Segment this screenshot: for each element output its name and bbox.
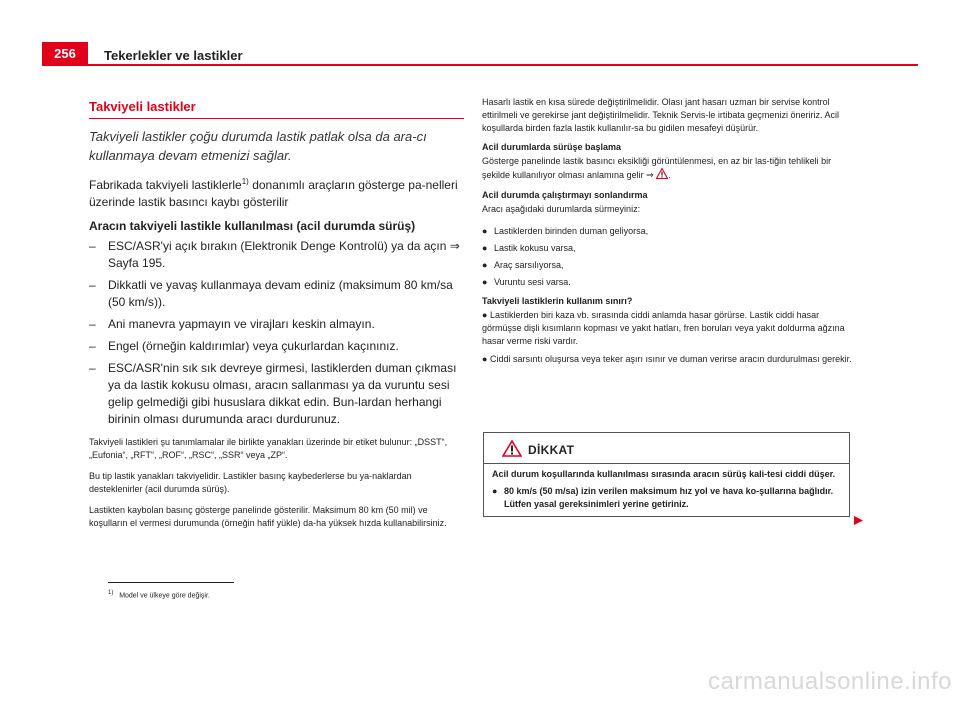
body-text: Lastiklerden biri kaza vb. sırasında ciddi anlamda hasar görürse. Lastik ciddi hasar görmüşse dişli kısımların kopması ve yakıt hatları, fren boruları veya yakıt doldurma ağzına hasar verme riski vardır. [482,310,845,346]
intro-text-cont: donanımlı araçların gösterge pa-nelleri üzerinde lastik basıncı kaybı gösterilir [89,178,458,209]
bullet-mark: ● [492,486,498,496]
warning-title: DİKKAT [528,443,575,457]
step-text: ESC/ASR'yi açık bırakın (Elektronik Denge Kontrolü) ya da açın ⇒ Sayfa 195. [108,239,460,270]
list-item [482,242,852,255]
procedure-heading: Aracın takviyeli lastikle kullanılması (acil durumda sürüş) [89,219,416,233]
body-paragraph [482,353,852,366]
page-number: 256 [42,42,88,66]
body-text: Gösterge panelinde lastik basıncı eksikliği görüntülenmesi, en az bir las-tiğin tehlikeli bir şekilde kullanılıyor olması anlamına gelir ⇒ [482,156,832,180]
intro-text: Fabrikada takviyeli lastiklerle [89,178,242,192]
right-column [482,96,852,366]
dash-mark: – [89,239,96,253]
watermark: carmanualsonline.info [708,668,952,695]
warning-header [484,433,849,464]
header-divider [88,64,918,66]
bullet-mark: ● [482,354,488,364]
note-paragraph: Lastikten kaybolan basınç gösterge panelinde gösterilir. Maksimum 80 km (50 mil) ve koşulların el vermesi durumunda (örneğin hafif yükle) da-ha yüksek hızda kullanabilirsiniz. [89,505,447,528]
step-item [89,238,464,272]
note-paragraph: Bu tip lastik yanakları takviyelidir. Lastikler basınç kaybederlerse bu ya-naklardan desteklenirler (acil durumda sürüş). [89,471,412,494]
subheading: Acil durumda çalıştırmayı sonlandırma [482,190,648,200]
list-text: Lastik kokusu varsa, [494,243,576,253]
step-text: Ani manevra yapmayın ve virajları keskin almayın. [108,317,375,331]
continue-arrow-icon [854,512,863,530]
lead-text: Takviyeli lastikler çoğu durumda lastik patlak olsa da ara-cı kullanmaya devam etmenizi sağlar. [89,129,427,163]
bullet-mark: ● [482,277,488,287]
bullet-mark: ● [482,243,488,253]
body-paragraph: Hasarlı lastik en kısa sürede değiştirilmelidir. Olası jant hasarı uzman bir servise kontrol ettirilmeli ve gerekirse jant değiştirilmelidir. Teknik Servis-le irtibata geçmenizi öneririz. Acil koşullarda birden fazla lastik kullanılır-sa bu gidilen mesafeyi düşürür. [482,97,839,133]
step-text: ESC/ASR'nin sık sık devreye girmesi, lastiklerden duman çıkması ya da lastik kokusu olması, aracın sallanması ya da vuruntu sesi gelip gelmediği gibi hususlara dikkat edin. Bun-lardan herhangi birinin olması durumunda aracı durdurunuz. [108,361,457,426]
list-item [482,259,852,272]
bullet-mark: ● [482,310,488,320]
dash-mark: – [89,317,96,331]
warning-list-item [492,485,841,511]
bullet-mark: ● [482,226,488,236]
warning-triangle-icon[interactable] [656,168,668,183]
footnote-ref[interactable]: 1) [241,177,249,186]
body-paragraph [482,309,852,348]
section-title: Takviyeli lastikler [89,99,464,119]
dash-mark: – [89,361,96,375]
list-text: Lastiklerden birinden duman geliyorsa, [494,226,649,236]
note-paragraph: Takviyeli lastikleri şu tanımlamalar ile birlikte yanakları üzerinde bir etiket bulunur: „DSST“, „Eufonia“, „RFT“, „ROF“, „RSC“, „SSR“ veya „ZP“. [89,437,448,460]
warning-box [483,432,850,517]
body-paragraph: Aracı aşağıdaki durumlarda sürmeyiniz: [482,204,641,214]
list-item [482,225,852,238]
left-column [89,96,464,530]
list-text: Araç sarsılıyorsa, [494,260,564,270]
warning-body [484,464,849,516]
warning-list-text: 80 km/s (50 m/sa) izin verilen maksimum hız yol ve hava ko-şullarına bağlıdır. Lütfen yasal gereksinimleri yerine getiriniz. [504,486,834,509]
step-item [89,316,464,333]
subheading: Acil durumlarda sürüşe başlama [482,142,622,152]
list-text: Vuruntu sesi varsa. [494,277,571,287]
dash-mark: – [89,339,96,353]
chapter-title: Tekerlekler ve lastikler [104,48,243,63]
list-item [482,276,852,289]
step-text: Engel (örneğin kaldırımlar) veya çukurlardan kaçınınız. [108,339,399,353]
body-text: Ciddi sarsıntı oluşursa veya teker aşırı ısınır ve duman verirse aracın durdurulması gerekir. [489,354,852,364]
subheading: Takviyeli lastiklerin kullanım sınırı? [482,296,633,306]
step-item [89,277,464,311]
bullet-mark: ● [482,260,488,270]
warning-triangle-icon [502,440,522,457]
footnote-text: Model ve ülkeye göre değişir. [119,592,210,600]
step-item [89,338,464,355]
body-text-end: . [668,170,671,180]
body-paragraph [482,155,852,183]
footnote [108,590,210,599]
footnote-divider [108,582,234,583]
intro-paragraph [89,173,464,211]
step-text: Dikkatli ve yavaş kullanmaya devam ediniz (maksimum 80 km/sa (50 km/s)). [108,278,453,309]
warning-text: Acil durum koşullarında kullanılması sırasında aracın sürüş kali-tesi ciddi düşer. [492,469,836,479]
dash-mark: – [89,278,96,292]
footnote-mark: 1) [108,590,114,596]
step-item [89,360,464,428]
